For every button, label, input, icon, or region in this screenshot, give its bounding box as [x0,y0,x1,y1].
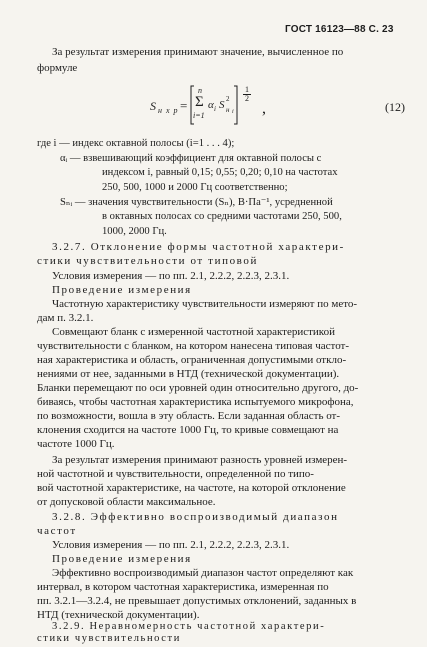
section-328-subheading: Проведение измерения [52,553,192,565]
intro-line-2: формуле [37,62,78,74]
formula-exp-num: 1 [245,85,249,94]
section-329-heading: 3.2.9. Неравномерность частотной характери- [52,621,326,632]
formula-equals: = [180,98,188,113]
section-327-heading: 3.2.7. Отклонение формы частотной характери- [52,241,345,253]
definition-s: Sₙᵢ — значения чувствительности (Sₙ), В·Па⁻¹, усредненной [60,197,333,208]
section-327-text-1: Частотную характеристику чувствительности измеряют по мето- [52,298,358,310]
definition-s-cont-2: 1000, 2000 Гц. [102,226,167,237]
formula-sum-lower: i=1 [193,111,205,120]
formula-sum-upper: n [198,86,202,95]
section-327-subheading: Проведение измерения [52,284,192,296]
section-327-text-15: от допусковой области максимальное. [37,496,216,508]
definition-alpha: αᵢ — взвешивающий коэффициент для октавной полосы с [60,153,322,164]
formula-alpha-sub: i [214,105,216,113]
section-327-text-4: чувствительности с бланком, на котором нанесена типовая частот- [37,340,350,352]
formula-exp-den: 2 [245,94,249,103]
section-328-text-2: интервал, в котором частотная характеристика, измеренная по [37,581,329,593]
section-327-text-13: ной частотной и чувствительности, определенной по типо- [37,468,314,480]
section-327-text-6: нениями от нее, заданными в НТД (технической документации). [37,368,340,380]
section-327-text-5: ная характеристика и область, ограниченная допустимыми откло- [37,354,347,366]
section-327-conditions: Условия измерения — по пп. 2.1, 2.2.2, 2.2.3, 2.3.1. [52,270,290,282]
section-327-heading-cont: стики чувствительности от типовой [37,255,258,267]
intro-line-1: За результат измерения принимают значение, вычисленное по [52,46,344,58]
section-328-text-4: НТД (технической документации). [37,609,200,621]
page-header: ГОСТ 16123—88 С. 23 [285,24,394,35]
section-328-heading: 3.2.8. Эффективно воспроизводимый диапазон [52,511,339,523]
section-328-heading-cont: частот [37,525,77,537]
section-327-text-9: по возможности, вошла в эту область. Если заданная область от- [37,410,341,422]
section-327-text-11: частоте 1000 Гц. [37,438,115,450]
definition-alpha-cont-2: 250, 500, 1000 и 2000 Гц соответственно; [102,182,288,193]
definition-s-cont-1: в октавных полосах со средними частотами 250, 500, [102,211,342,222]
formula-alpha: α [208,99,214,111]
section-328-text-3: пп. 3.2.1—3.2.4, не превышает допустимых отклонений, заданных в [37,595,357,607]
section-327-text-7: Бланки перемещают по оси уровней один относительно другого, до- [37,382,359,394]
formula-lhs: S [150,99,156,113]
section-328-conditions: Условия измерения — по пп. 2.1, 2.2.2, 2.2.3, 2.3.1. [52,539,290,551]
definition-i: где i — индекс октавной полосы (i=1 . . . 4); [37,138,235,149]
section-327-text-8: биваясь, чтобы частотная характеристика испытуемого микрофона, [37,396,354,408]
formula-sum-sign: Σ [195,94,204,110]
formula-s-sup: 2 [226,95,230,103]
formula-number: (12) [385,100,405,114]
formula-s-sub: н [226,106,230,114]
section-327-text-3: Совмещают бланк с измеренной частотной характеристикой [52,326,335,338]
formula-comma: , [262,100,266,117]
formula-s: S [219,99,225,111]
formula-s-subsub: i [232,109,234,115]
section-329-heading-cont: стики чувствительности [37,633,181,644]
definition-alpha-cont-1: индексом i, равный 0,15; 0,55; 0,20; 0,10 на частотах [102,167,338,178]
section-328-text-1: Эффективно воспроизводимый диапазон частот определяют как [52,567,354,579]
section-327-text-2: дам п. 3.2.1. [37,312,94,324]
section-327-text-10: клонения сходится на частоте 1000 Гц, то кривые совмещают на [37,424,339,436]
formula-lhs-subscript: н х р [158,106,179,115]
section-327-text-12: За результат измерения принимают разность уровней измерен- [52,454,348,466]
section-327-text-14: вой частотной характеристике, на частоте, на которой отклонение [37,482,346,494]
